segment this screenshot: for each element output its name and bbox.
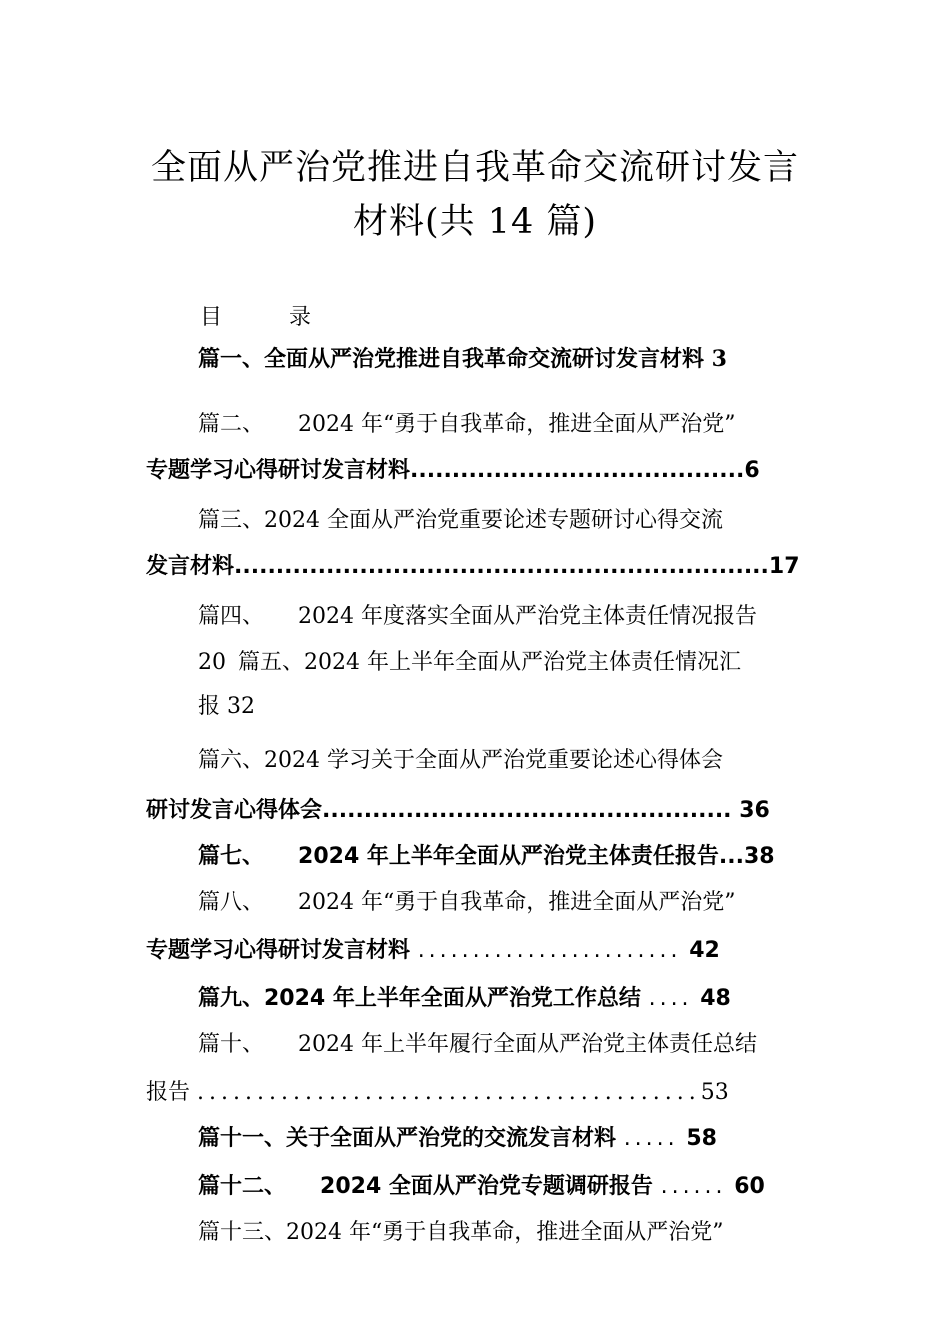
toc-leader-dots: ..... [623, 1126, 679, 1151]
toc-entry-label: 篇八、 [198, 890, 265, 915]
toc-entry-text: 发言材料 [146, 554, 235, 579]
toc-entry-text: 2024 年上半年履行全面从严治党主体责任总结 [298, 1032, 757, 1057]
toc-page-number: 6 [744, 458, 760, 483]
toc-page-number: 48 [700, 986, 731, 1011]
toc-entry-9[interactable] [198, 984, 731, 1014]
toc-entry-4[interactable] [198, 602, 757, 632]
toc-leader-dots: ...... [660, 1174, 727, 1199]
toc-entry-text: 篇九、2024 年上半年全面从严治党工作总结 [198, 986, 641, 1011]
toc-entry-text: 报 32 [198, 694, 255, 719]
toc-entry-7[interactable] [198, 842, 775, 872]
toc-entry-5-cont[interactable] [198, 692, 255, 722]
document-title-line-1: 全面从严治党推进自我革命交流研讨发言 [150, 148, 799, 188]
toc-entry-text: 报告 [146, 1080, 191, 1105]
toc-entry-text: 专题学习心得研讨发言材料 [146, 458, 411, 483]
toc-page-number: 36 [739, 798, 770, 823]
toc-heading: 目 录 [200, 305, 341, 330]
toc-page-number: 58 [686, 1126, 717, 1151]
toc-entry-text: 2024 年上半年全面从严治党主体责任报告...38 [298, 844, 775, 869]
toc-leader-dots: ................................................. [322, 798, 732, 823]
toc-entry-6-cont[interactable] [146, 796, 770, 826]
toc-entry-text: 2024 年“勇于自我革命，推进全面从严治党” [298, 890, 736, 915]
toc-leader-dots: ........................................ [410, 458, 745, 483]
toc-entry-5[interactable] [198, 648, 741, 678]
toc-entry-text: 篇五、2024 年上半年全面从严治党主体责任情况汇 [238, 650, 741, 675]
toc-entry-3-cont[interactable] [146, 552, 800, 582]
toc-page-number: 20 [198, 650, 226, 675]
toc-leader-dots: ........................ [417, 938, 682, 963]
toc-entry-text: 篇十一、关于全面从严治党的交流发言材料 [198, 1126, 617, 1151]
toc-entry-13[interactable] [198, 1218, 723, 1248]
toc-entry-text: 篇三、2024 全面从严治党重要论述专题研讨心得交流 [198, 508, 723, 533]
toc-entry-11[interactable] [198, 1124, 717, 1154]
toc-page-number: 53 [700, 1080, 729, 1105]
toc-entry-2-cont[interactable] [146, 456, 760, 486]
toc-entry-text: 研讨发言心得体会 [146, 798, 323, 823]
toc-entry-label: 篇十二、 [198, 1174, 287, 1199]
toc-leader-dots: .... [648, 986, 693, 1011]
toc-entry-text: 2024 年“勇于自我革命，推进全面从严治党” [298, 412, 736, 437]
toc-page-number: 42 [689, 938, 720, 963]
toc-entry-10[interactable] [198, 1030, 757, 1060]
toc-leader-dots: .......................................... [197, 1080, 701, 1105]
toc-entry-text: 2024 全面从严治党专题调研报告 [320, 1174, 653, 1199]
toc-entry-3[interactable] [198, 506, 723, 536]
toc-entry-label: 篇十、 [198, 1032, 265, 1057]
toc-entry-2[interactable] [198, 410, 736, 440]
toc-entry-label: 篇二、 [198, 412, 265, 437]
toc-entry-label: 篇四、 [198, 604, 265, 629]
toc-entry-text: 篇六、2024 学习关于全面从严治党重要论述心得体会 [198, 748, 723, 773]
toc-entry-text: 专题学习心得研讨发言材料 [146, 938, 411, 963]
toc-entry-text: 篇十三、2024 年“勇于自我革命，推进全面从严治党” [198, 1220, 724, 1245]
toc-entry-label: 篇七、 [198, 844, 265, 869]
toc-entry-text: 篇一、全面从严治党推进自我革命交流研讨发言材料 3 [198, 346, 727, 372]
toc-entry-12[interactable] [198, 1172, 765, 1202]
toc-page-number: 17 [768, 554, 800, 579]
toc-entry-6[interactable] [198, 746, 723, 776]
toc-entry-8[interactable] [198, 888, 736, 918]
toc-entry-1[interactable] [198, 344, 727, 374]
toc-entry-text: 2024 年度落实全面从严治党主体责任情况报告 [298, 604, 757, 629]
document-title-line-2: 材料(共 14 篇) [352, 202, 598, 242]
toc-entry-10-cont[interactable] [146, 1078, 729, 1108]
toc-page-number: 60 [734, 1174, 765, 1199]
toc-entry-8-cont[interactable] [146, 936, 720, 966]
toc-leader-dots: ................................................................ [234, 554, 769, 579]
